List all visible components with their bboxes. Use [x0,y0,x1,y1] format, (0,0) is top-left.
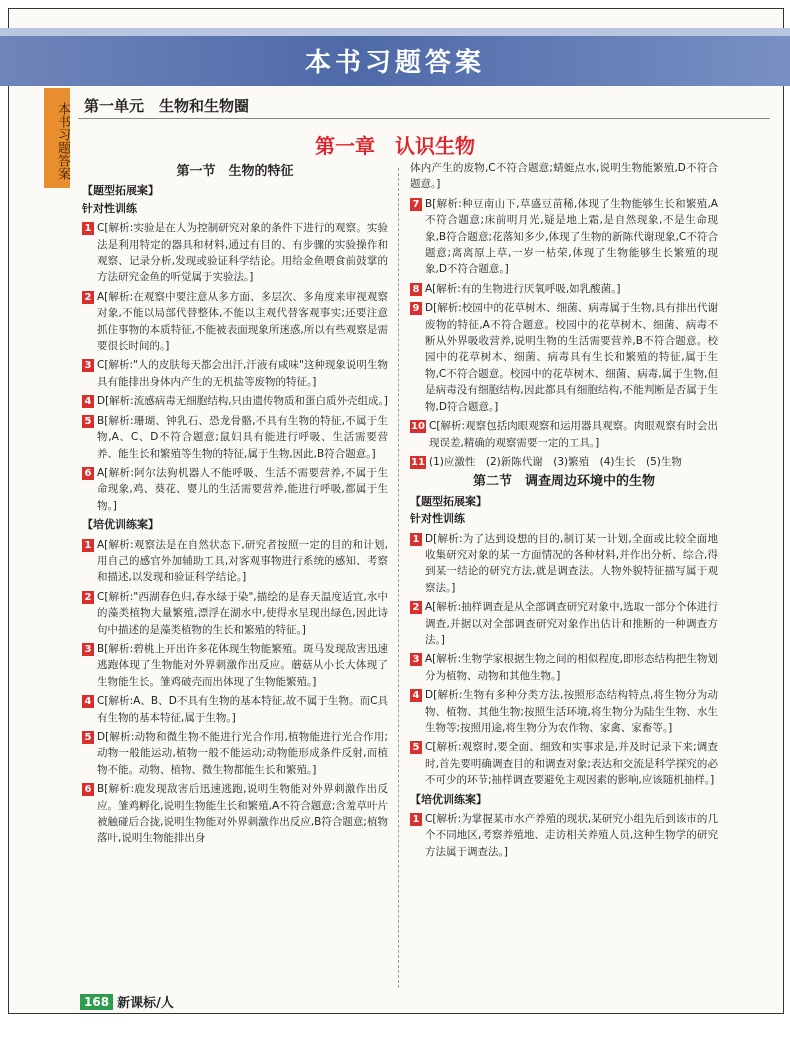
answer-number: 1 [82,539,94,552]
continued-text: 体内产生的废物,C不符合题意;蜻蜓点水,说明生物能繁殖,D不符合题意。] [410,162,718,191]
answer-number: 2 [82,591,94,604]
answer-number: 5 [82,731,94,744]
answer-number: 5 [82,415,94,428]
answer-item [410,196,718,278]
answer-item [82,537,388,586]
answer-number: 9 [410,302,422,315]
answer-text: A[解析:在观察中要注意从多方面、多层次、多角度来审视观察对象,不能以局部代替整体,不能以主观代替客观事实;还要注意抓住事物的本质特征,不能被表面现象所迷惑,所以有些观察是需要很长时间的。] [97,290,388,353]
answer-number: 4 [410,689,422,702]
page-title: 本书习题答案 [304,48,485,78]
answer-text: C[解析:观察时,要全面、细致和实事求是,并及时记录下来;调查时,首先要明确调查目的和调查对象;表达和交流是科学探究的必不可少的环节;抽样调查要避免主观因素的影响,应该随机抽样。] [425,741,718,787]
answer-number: 1 [82,222,94,235]
answer-text: C[解析:观察包括肉眼观察和运用器具观察。肉眼观察有时会出现误差,精确的观察需要一定的工具。] [429,420,718,449]
answer-number: 8 [410,283,422,296]
section-label: 【题型拓展案】 [410,494,487,508]
answer-text: B[解析:种豆南山下,草盛豆苗稀,体现了生物能够生长和繁殖,A不符合题意;床前明月光,疑是地上霜,是自然现象,不是生命现象,B符合题意;花落知多少,体现了生物的新陈代谢现象,C不符合题意;离离原上草,一岁一枯荣,体现了生物能够生长繁殖的现象,D不符合题意。] [425,197,718,276]
answer-number: 4 [82,395,94,408]
answer-item [82,589,388,638]
subsection-label: 针对性训练 [82,201,137,215]
answer-text: D[解析:动物和微生物不能进行光合作用,植物能进行光合作用;动物一般能运动,植物一般不能运动;动物能形成条件反射,而植物不能。动物、植物、微生物都能生长和繁殖。] [97,731,388,776]
answer-item [410,531,718,597]
answer-item [410,687,718,736]
answer-text: B[解析:鹿发现敌害后迅速逃跑,说明生物能对外界刺激作出反应。雏鸡孵化,说明生物能生长和繁殖,A不符合题意;含羞草叶片被触碰后合拢,说明生物能对外界刺激作出反应,B符合题意;植物落叶,说明生物能排出身 [97,783,388,845]
column-divider [398,168,400,988]
answer-text: C[解析:"西湖春色归,春水绿于染",描绘的是春天温度适宜,水中的藻类植物大量繁殖,漂浮在湖水中,使得水呈现出绿色,因此诗句中描述的是藻类植物的生长和繁殖的特征。] [97,590,388,636]
answer-text: C[解析:"人的皮肤每天都会出汗,汗液有咸味"这种现象说明生物具有能排出身体内产生的无机盐等废物的特征。] [97,359,388,388]
answer-number: 11 [411,456,425,468]
answer-item [82,393,388,409]
answer-number: 1 [410,813,422,826]
page-number: 168 [80,994,113,1010]
answer-text: B[解析:碧桃上开出许多花体现生物能繁殖。斑马发现敌害迅速逃跑体现了生物能对外界刺激作出反应。蘑菇从小长大体现了生物能生长。雏鸡破壳而出体现了生物能繁殖。] [97,642,388,688]
answer-item [82,641,388,690]
unit-title: 第一单元 生物和生物圈 [84,97,250,115]
answer-item [410,739,718,788]
answer-item [82,357,388,390]
answer-text: B[解析:珊瑚、钟乳石、恐龙骨骼,不具有生物的特征,不属于生物,A、C、D不符合题意;鼠妇具有能进行呼吸、生活需要营养、能生长和繁殖等生物的特征,属于生物,因此,B符合题意。] [97,414,388,460]
answer-item [410,599,718,648]
section-label: 【题型拓展案】 [82,184,159,198]
answer-item [82,729,388,778]
series-name: 新课标/人 [117,996,174,1011]
answer-text: A[解析:有的生物进行厌氧呼吸,如乳酸菌。] [425,282,621,295]
answer-number: 3 [82,643,94,656]
answer-number: 6 [82,783,94,796]
unit-underline [78,118,770,119]
section-title: 第二节 调查周边环境中的生物 [472,474,655,490]
side-tab: 本书习题答案 [44,88,70,188]
answer-item [410,651,718,684]
answer-text: D[解析:为了达到设想的目的,制订某一计划,全面或比较全面地收集研究对象的某一方面情况的各种材料,并作出分析、综合,得到某一结论的研究方法,就是调查法。人物外貌特征描写属于观察法。] [425,532,718,594]
answer-item [82,289,388,355]
section-title: 第一节 生物的特征 [176,164,294,179]
answer-number: 10 [411,421,425,433]
answer-item [410,811,718,860]
answer-item [82,693,388,726]
answer-text: C[解析:实验是在人为控制研究对象的条件下进行的观察。实验法是利用特定的器具和材料,通过有目的、有步骤的实验操作和观察、记录分析,发现或验证科学结论。用给金鱼喂食前鼓掌的方法研究金鱼的听觉属于实验法。] [97,222,388,284]
answer-item [410,300,718,415]
answer-number: 3 [82,359,94,372]
answer-number: 5 [410,741,422,754]
answer-item [82,220,388,286]
answer-text: A[解析:观察法是在自然状态下,研究者按照一定的目的和计划,用自己的感官外加辅助工具,对客观事物进行系统的感知、考察和描述,以发现和验证科学结论。] [97,538,388,584]
right-column [410,160,718,863]
answer-text: D[解析:校园中的花草树木、细菌、病毒属于生物,具有排出代谢废物的特征,A不符合题意。校园中的花草树木、细菌、病毒不断从外界吸收营养,说明生物的生活需要营养,B不符合题意。校园中的花草树木、细菌、病毒具有生长和繁殖的特征,属于生物,C不符合题意。校园中的花草树木、细菌、病毒,属于生物,但是病毒没有细胞结构,因此都具有细胞结构,不能判断是否属于生物,D符合题意。] [425,302,718,413]
answer-text: D[解析:流感病毒无细胞结构,只由遗传物质和蛋白质外壳组成。] [97,395,388,408]
section-label: 【培优训练案】 [410,792,487,806]
answer-text: C[解析:为掌握某市水产养殖的现状,某研究小组先后到该市的几个不同地区,考察养殖地、走访相关养殖人员,这种生物学的研究方法属于调查法。] [425,813,718,858]
section-label: 【培优训练案】 [82,518,159,532]
answer-item [410,281,718,297]
answer-number: 6 [82,467,94,480]
answer-item [82,413,388,462]
answer-text: A[解析:生物学家根据生物之间的相似程度,即形态结构把生物划分为植物、动物和其他生物。] [425,653,718,682]
answer-text: (1)应激性 (2)新陈代谢 (3)繁殖 (4)生长 (5)生物 [429,455,682,468]
answer-text: D[解析:生物有多种分类方法,按照形态结构特点,将生物分为动物、植物、其他生物;按照生活环境,将生物分为陆生生物、水生生物等;按照用途,将生物分为农作物、家禽、家畜等。] [425,689,718,734]
answer-item [82,465,388,514]
left-column [82,160,388,850]
answer-text: C[解析:A、B、D不具有生物的基本特征,故不属于生物。而C具有生物的基本特征,属于生物。] [97,695,388,724]
answer-number: 3 [410,653,422,666]
answer-number: 7 [410,198,422,211]
answer-item [410,454,718,470]
answer-item [82,781,388,847]
answer-number: 2 [410,601,422,614]
page-footer [80,992,174,1011]
answer-number: 4 [82,695,94,708]
answer-number: 1 [410,533,422,546]
subsection-label: 针对性训练 [410,512,465,526]
answer-text: A[解析:阿尔法狗机器人不能呼吸、生活不需要营养,不属于生命现象,鸡、葵花、婴儿的生活需要营养,能进行呼吸,都属于生物。] [97,466,388,512]
answer-number: 2 [82,291,94,304]
answer-text: A[解析:抽样调查是从全部调查研究对象中,选取一部分个体进行调查,并据以对全部调查研究对象作出估计和推断的一种调查方法。] [425,601,718,646]
chapter-title: 第一章 认识生物 [315,134,475,158]
answer-item [410,418,718,451]
